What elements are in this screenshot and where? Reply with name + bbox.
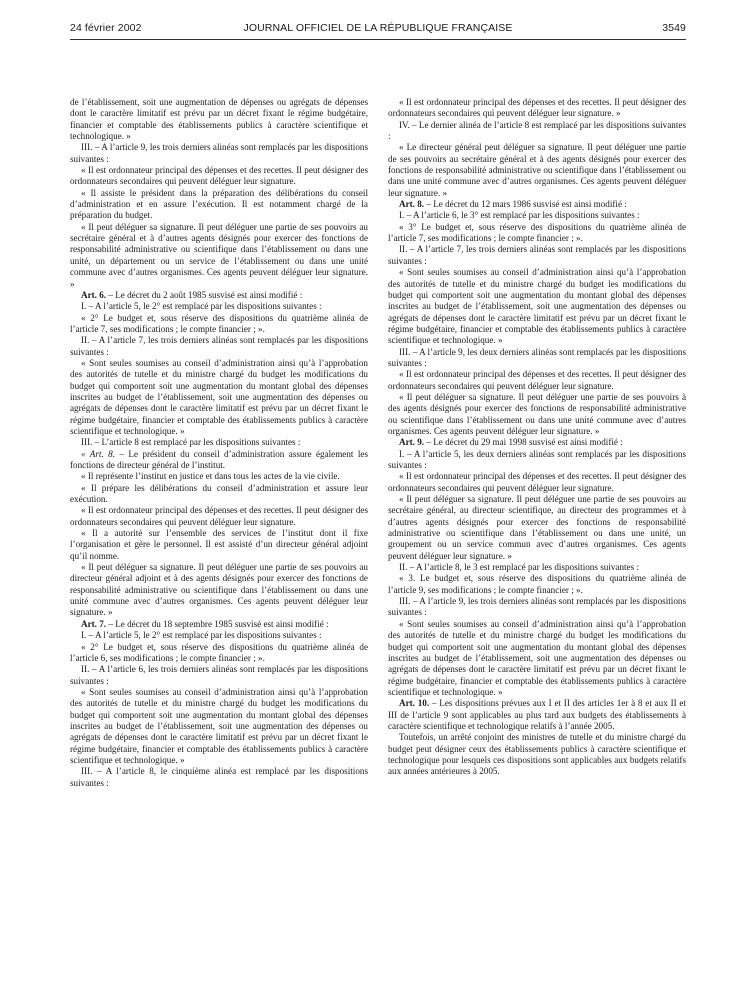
paragraph-text: « Il assiste le président dans la préparation des délibérations du conseil d’administration et en assure l’exécution. Il est notamment chargé de la préparation du budget. bbox=[70, 187, 368, 221]
article-paragraph bbox=[70, 290, 368, 301]
paragraph-text: « Sont seules soumises au conseil d’administration ainsi qu’à l’approbation des autorités de tutelle et du ministre chargé du budget les modifications du budget qui comportent soit une augmentation du montant global des dépenses inscrites au budget de l’établissement, soit une augmentation des dépenses ou agrégats de dépenses dont le caractère limitatif est prévu par un décret fixant le régime budgétaire, financier et comptable des établissements publics à caractère scientifique et technologique. » bbox=[70, 357, 368, 436]
paragraph-text: « Il est ordonnateur principal des dépenses et des recettes. Il peut désigner des ordonnateurs secondaires qui peuvent déléguer leur signature. bbox=[388, 471, 686, 493]
paragraph-text: « Il représente l’institut en justice et dans tous les actes de la vie civile. bbox=[81, 471, 340, 482]
paragraph-text: I. – A l’article 5, le 2° est remplacé par les dispositions suivantes : bbox=[81, 630, 322, 641]
article-label: Art. 7. bbox=[81, 618, 107, 629]
paragraph bbox=[388, 471, 686, 494]
article-label: Art. 8. bbox=[399, 199, 425, 210]
paragraph bbox=[388, 494, 686, 562]
paragraph bbox=[70, 358, 368, 437]
paragraph bbox=[70, 483, 368, 506]
paragraph bbox=[70, 562, 368, 619]
journal-title: JOURNAL OFFICIEL DE LA RÉPUBLIQUE FRANÇAISE bbox=[243, 22, 513, 34]
article-paragraph bbox=[388, 437, 686, 448]
paragraph-text: « 3. Le budget et, sous réserve des dispositions du quatrième alinéa de l’article 9, ses modifications ; le compte financier ; ». bbox=[388, 573, 686, 595]
paragraph bbox=[388, 142, 686, 199]
paragraph-text: – Le décret du 29 mai 1998 susvisé est ainsi modifié : bbox=[424, 437, 623, 448]
paragraph bbox=[70, 664, 368, 687]
paragraph-text: « 3° Le budget et, sous réserve des dispositions du quatrième alinéa de l’article 7, ses modifications ; le compte financier ; ». bbox=[388, 221, 686, 244]
paragraph-text: III. – A l’article 9, les deux derniers alinéas sont remplacés par les dispositions suivantes : bbox=[388, 346, 686, 368]
paragraph-text: II. – A l’article 8, le 3 est remplacé par les dispositions suivantes : bbox=[399, 562, 639, 573]
paragraph bbox=[388, 392, 686, 437]
header-date: 24 février 2002 bbox=[70, 22, 142, 34]
paragraph bbox=[388, 244, 686, 267]
article-paragraph bbox=[70, 619, 368, 630]
right-column bbox=[388, 97, 686, 778]
paragraph bbox=[70, 766, 368, 789]
article-label: Art. 6. bbox=[81, 289, 107, 300]
paragraph-text: « Le directeur général peut déléguer sa signature. Il peut déléguer une partie de ses pouvoirs au secrétaire général et à des agents désignés pour exercer des fonctions de responsabilité administrative ou scientifique dans l’établissement ou dans une unité commune avec d’autres organismes. Ces agents peuvent déléguer leur signature. » bbox=[388, 142, 686, 198]
paragraph-text: « Il a autorité sur l’ensemble des services de l’institut dont il fixe l’organisation et gère le personnel. Il est assisté d’un directeur général adjoint qu’il nomme. bbox=[70, 528, 368, 561]
paragraph bbox=[388, 120, 686, 143]
article-label: « Art. 8. bbox=[81, 448, 115, 459]
article-label: Art. 9. bbox=[399, 437, 425, 448]
paragraph-text: Toutefois, un arrêté conjoint des ministres de tutelle et du ministre chargé du budget peut désigner ceux des établissements publics à caractère scientifique et technologique pour lesquels ces dispositions sont applicables aux budgets relatifs aux années antérieures à 2005. bbox=[388, 732, 686, 777]
paragraph bbox=[388, 369, 686, 392]
paragraph-text: « Il est ordonnateur principal des dépenses et des recettes. Il peut désigner des ordonnateurs secondaires qui peuvent déléguer leur signature. bbox=[70, 505, 368, 527]
paragraph bbox=[70, 630, 368, 641]
paragraph-text: « Il peut déléguer sa signature. Il peut déléguer une partie de ses pouvoirs au directeur général adjoint et à des agents désignés pour exercer des fonctions de responsabilité administrative ou scientifique dans l’établissement ou dans une unité commune avec d’autres organismes. Ces agents peuvent déléguer leur signature. » bbox=[70, 562, 368, 618]
paragraph bbox=[70, 222, 368, 290]
paragraph-text: « Il peut déléguer sa signature. Il peut déléguer une partie de ses pouvoirs au secrétaire général, au directeur scientifique, au directeur des programmes et à d’autres agents désignés pour exercer des fonctions de responsabilité administrative ou scientifique dans l’établissement ou dans une unité, un groupement ou un service commun avec d’autres organismes. Ces agents peuvent déléguer leur signature. » bbox=[388, 494, 686, 561]
paragraph bbox=[70, 528, 368, 562]
paragraph-text: « Il est ordonnateur principal des dépenses et des recettes. Il peut désigner des ordonnateurs secondaires qui peuvent déléguer leur signature. bbox=[388, 369, 686, 391]
paragraph-text: III. – A l’article 9, les trois derniers alinéas sont remplacés par les dispositions suivantes : bbox=[70, 142, 368, 164]
paragraph-text: « Sont seules soumises au conseil d’administration ainsi qu’à l’approbation des autorités de tutelle et du ministre chargé du budget les modifications du budget qui comportent soit une augmentation du montant global des dépenses inscrites au budget de l’établissement, soit une augmentation des dépenses ou agrégats de dépenses dont le caractère limitatif est prévu par un décret fixant le régime budgétaire, financier et comptable des établissements publics à caractère scientifique et technologique. » bbox=[388, 267, 686, 346]
paragraph-text: « Il prépare les délibérations du conseil d’administration et assure leur exécution. bbox=[70, 482, 368, 505]
page-number: 3549 bbox=[662, 22, 686, 34]
paragraph bbox=[70, 313, 368, 336]
paragraph bbox=[70, 687, 368, 766]
paragraph bbox=[388, 732, 686, 777]
paragraph bbox=[388, 573, 686, 596]
paragraph bbox=[70, 642, 368, 665]
paragraph-text: « Sont seules soumises au conseil d’administration ainsi qu’à l’approbation des autorités de tutelle et du ministre chargé du budget les modifications du budget qui comportent soit une augmentation du montant global des dépenses inscrites au budget de l’établissement, soit une augmentation des dépenses ou agrégats de dépenses dont le caractère limitatif est prévu par un décret fixant le régime budgétaire, financier et comptable des établissements publics à caractère scientifique et technologique. » bbox=[70, 686, 368, 765]
article-paragraph bbox=[388, 698, 686, 732]
paragraph bbox=[388, 562, 686, 573]
paragraph bbox=[70, 165, 368, 188]
paragraph-text: II. – A l’article 7, les trois derniers alinéas sont remplacés par les dispositions suivantes : bbox=[70, 335, 368, 357]
paragraph-text: – Les dispositions prévues aux I et II des articles 1er à 8 et aux II et III de l’article 9 sont applicables au plus tard aux budgets des établissements à caractère scientifique et technologique relatifs à l’année 2005. bbox=[388, 698, 686, 731]
paragraph bbox=[70, 142, 368, 165]
paragraph-text: « 2° Le budget et, sous réserve des dispositions du quatrième alinéa de l’article 7, ses modifications ; le compte financier ; ». bbox=[70, 312, 368, 334]
paragraph bbox=[388, 97, 686, 120]
paragraph-text: « Sont seules soumises au conseil d’administration ainsi qu’à l’approbation des autorités de tutelle et du ministre chargé du budget les modifications du budget qui comportent soit une augmentation du montant global des dépenses inscrites au budget de l’établissement, soit une augmentation des dépenses ou agrégats de dépenses dont le caractère limitatif est prévu par un décret fixant le régime budgétaire, financier et comptable des établissements publics à caractère scientifique et technologique. » bbox=[388, 618, 686, 697]
paragraph-text: « Il peut déléguer sa signature. Il peut déléguer une partie de ses pouvoirs au secrétaire général et à d’autres agents désignés pour exercer des fonctions de responsabilité administrative ou scientifique dans l’établissement ou dans une unité, un département ou un service de l’établissement ou dans une unité commune avec d’autres organismes. Ces agents peuvent déléguer leur signature. » bbox=[70, 221, 368, 289]
paragraph-text: IV. – Le dernier alinéa de l’article 8 est remplacé par les dispositions suivantes : bbox=[388, 119, 686, 142]
paragraph-text: III. – L’article 8 est remplacé par les dispositions suivantes : bbox=[81, 437, 301, 448]
paragraph bbox=[388, 449, 686, 472]
paragraph-text: III. – A l’article 8, le cinquième alinéa est remplacé par les dispositions suivantes : bbox=[70, 766, 368, 788]
paragraph-text: « Il est ordonnateur principal des dépenses et des recettes. Il peut désigner des ordonnateurs secondaires qui peuvent déléguer leur signature. bbox=[70, 165, 368, 187]
paragraph bbox=[388, 222, 686, 245]
paragraph bbox=[70, 335, 368, 358]
paragraph-text: II. – A l’article 7, les trois derniers alinéas sont remplacés par les dispositions suivantes : bbox=[388, 244, 686, 266]
paragraph-text: – Le décret du 2 août 1985 susvisé est ainsi modifié : bbox=[106, 289, 303, 300]
paragraph-text: de l’établissement, soit une augmentation de dépenses ou agrégats de dépenses dont le caractère limitatif est prévu par un décret fixant le régime budgétaire, financier et comptable des établissements publics à caractère scientifique et technologique. » bbox=[70, 97, 368, 142]
paragraph bbox=[388, 596, 686, 619]
paragraph-continuation bbox=[70, 97, 368, 142]
paragraph bbox=[70, 505, 368, 528]
paragraph-text: « Il est ordonnateur principal des dépenses et des recettes. Il peut désigner des ordonnateurs secondaires qui peuvent déléguer leur signature. » bbox=[388, 97, 686, 119]
paragraph bbox=[388, 267, 686, 346]
paragraph bbox=[388, 347, 686, 370]
article-paragraph bbox=[388, 199, 686, 210]
paragraph bbox=[70, 188, 368, 222]
paragraph-text: II. – A l’article 6, les trois derniers alinéas sont remplacés par les dispositions suivantes : bbox=[70, 664, 368, 686]
paragraph-text: – Le décret du 12 mars 1986 susvisé est ainsi modifié : bbox=[424, 199, 627, 210]
paragraph-text: I. – A l’article 6, le 3° est remplacé par les dispositions suivantes : bbox=[399, 210, 640, 221]
article-label: Art. 10. bbox=[399, 698, 430, 709]
paragraph-text: I. – A l’article 5, les deux derniers alinéas sont remplacés par les dispositions suivantes : bbox=[388, 448, 686, 470]
left-column bbox=[70, 97, 368, 789]
paragraph bbox=[70, 301, 368, 312]
paragraph-text: – Le décret du 18 septembre 1985 susvisé est ainsi modifié : bbox=[106, 618, 329, 629]
paragraph bbox=[388, 619, 686, 698]
paragraph bbox=[70, 471, 368, 482]
paragraph bbox=[70, 437, 368, 448]
page-header bbox=[70, 22, 686, 38]
paragraph-text: – Le président du conseil d’administration assure également les fonctions de directeur général de l’institut. bbox=[70, 448, 368, 470]
paragraph bbox=[388, 210, 686, 221]
quoted-article-paragraph bbox=[70, 449, 368, 472]
paragraph-text: I. – A l’article 5, le 2° est remplacé par les dispositions suivantes : bbox=[81, 301, 322, 312]
paragraph-text: « Il peut déléguer sa signature. Il peut déléguer une partie de ses pouvoirs à des agents désignés pour exercer des fonctions de responsabilité administrative ou scientifique dans l’établissement ou dans une unité commune avec d’autres organismes. Ces agents peuvent déléguer leur signature. » bbox=[388, 391, 686, 436]
header-rule bbox=[70, 39, 686, 40]
paragraph-text: « 2° Le budget et, sous réserve des dispositions du quatrième alinéa de l’article 6, ses modifications ; le compte financier ; ». bbox=[70, 641, 368, 663]
paragraph-text: III. – A l’article 9, les trois derniers alinéas sont remplacés par les dispositions suivantes : bbox=[388, 596, 686, 618]
